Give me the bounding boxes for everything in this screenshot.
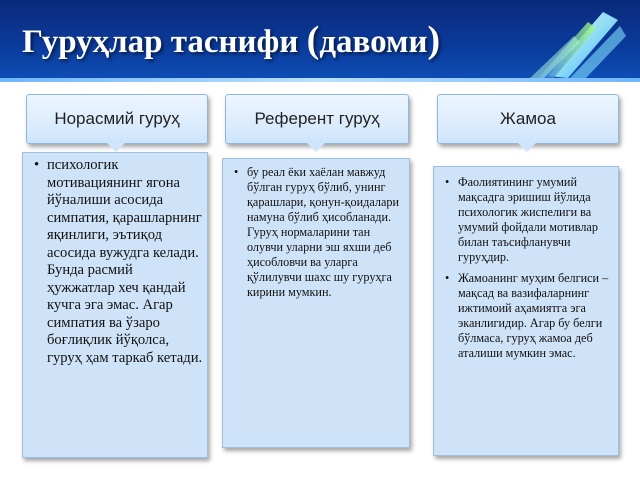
header-reference-group bbox=[225, 94, 409, 144]
body-reference-group bbox=[222, 158, 410, 448]
title-main: Гуруҳлар таснифи bbox=[22, 24, 299, 60]
title-paren-close: ) bbox=[427, 19, 441, 61]
slide-title bbox=[22, 20, 440, 62]
bullet-collective-2: • Жамоанинг муҳим белгиси – мақсад ва вазифаларнинг ижтимоий аҳамиятга эга эканлигидир. Агар бу белги бўлмаса, гуруҳ жамоа деб аталиши мумкин эмас. bbox=[458, 271, 612, 361]
light-burst-logo bbox=[508, 6, 628, 80]
header-reference-group-label: Референт гуруҳ bbox=[254, 109, 380, 128]
header-collective-label: Жамоа bbox=[500, 109, 556, 128]
header-informal-group-label: Норасмий гуруҳ bbox=[54, 109, 180, 128]
bullet-informal-1: • психологик мотивациянинг ягона йўналиши асосида симпатия, қарашларнинг яқинлиги, эътиқод асосида вужудга келади. Бунда расмий ҳужжатлар хеч қандай кучга эга эмас. Агар симпатия ва ўзаро боғлиқлик йўқолса, гуруҳ ҳам таркаб кетади. bbox=[47, 157, 203, 367]
bullet-collective-1: • Фаолиятининг умумий мақсадга эришиш йўлида психологик жиспелиги ва умумий фойдали мотивлар билан таъсифланувчи гуруҳдир. bbox=[458, 175, 612, 265]
body-informal-group bbox=[22, 152, 208, 458]
title-bar bbox=[0, 0, 640, 82]
arrow-down-icon bbox=[107, 143, 125, 152]
title-sub: давоми bbox=[319, 24, 428, 60]
arrow-down-icon bbox=[307, 143, 325, 152]
title-paren-open: ( bbox=[306, 19, 320, 61]
bullet-reference-1: • бу реал ёки хаёлан мавжуд бўлган гуруҳ бўлиб, унинг қарашлари, қонун-қоидалари намуна бўлиб ҳисобланади. Гуруҳ нормаларини тан олувчи уларни эш яхши деб ҳисобловчи ва уларга қўлилувчи шахс шу гуруҳга кирини мумкин. bbox=[247, 165, 403, 300]
header-informal-group bbox=[26, 94, 208, 144]
header-collective bbox=[437, 94, 619, 144]
arrow-down-icon bbox=[518, 143, 536, 152]
body-collective bbox=[433, 166, 619, 456]
